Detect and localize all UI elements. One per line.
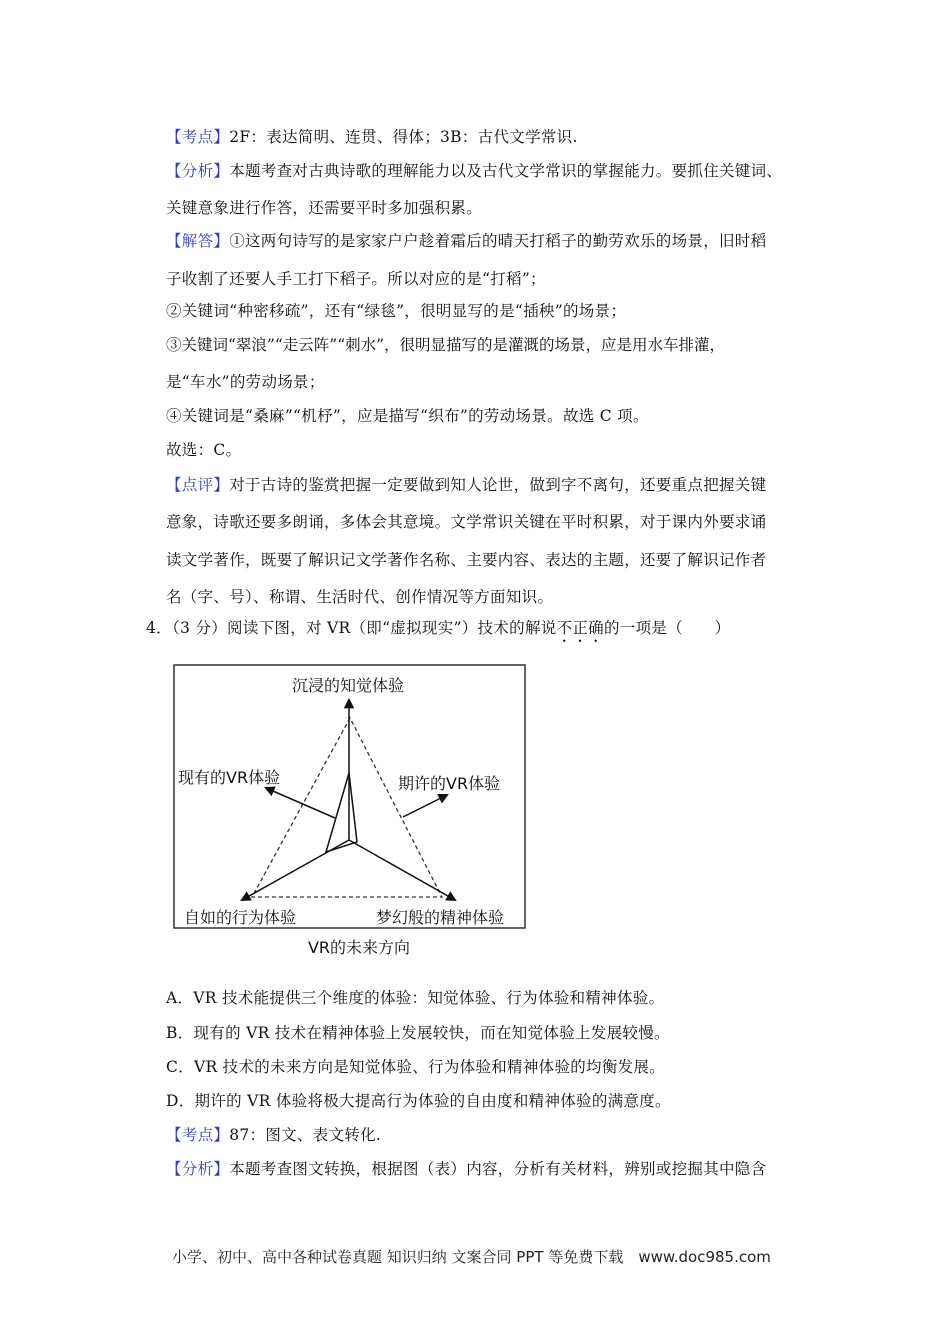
dianping-line-3: 读文学著作，既要了解识记文学著作名称、主要内容、表达的主题，还要了解识记作者 <box>166 551 767 569</box>
q4-kaodian-text: 87：图文、表文转化. <box>229 1126 382 1144</box>
fenxi-text: 本题考查对古典诗歌的理解能力以及古代文学常识的掌握能力。要抓住关键词、 <box>229 162 783 180</box>
fenxi-tag: 【分析】 <box>166 162 230 180</box>
option-d: D．期许的 VR 体验将极大提高行为体验的自由度和精神体验的满意度。 <box>166 1092 671 1110</box>
diagram-caption: VR的未来方向 <box>307 938 411 957</box>
jieda-text: ①这两句诗写的是家家户户趁着霜后的晴天打稻子的勤劳欢乐的场景，旧时稻 <box>229 232 767 250</box>
option-c: C．VR 技术的未来方向是知觉体验、行为体验和精神体验的均衡发展。 <box>166 1058 666 1076</box>
kaodian-tag: 【考点】 <box>166 128 230 146</box>
dianping-text: 对于古诗的鉴赏把握一定要做到知人论世，做到字不离句，还要重点把握关键 <box>229 476 767 494</box>
jieda-line-3: ②关键词“种密移疏”，还有“绿毯”，很明显写的是“插秧”的场景； <box>166 302 627 320</box>
stem-before: （3 分）阅读下图，对 VR（即“虚拟现实”）技术的解说 <box>171 619 557 637</box>
label-spirit: 梦幻般的精神体验 <box>376 908 505 927</box>
q4-fenxi-tag: 【分析】 <box>166 1160 230 1178</box>
jieda-line-7: 故选：C。 <box>166 441 242 459</box>
current-pointer <box>266 788 335 818</box>
label-behavior: 自如的行为体验 <box>184 908 297 927</box>
axis-spirit <box>349 840 455 900</box>
expected-pointer <box>403 795 447 817</box>
q4-fenxi-text: 本题考查图文转换，根据图（表）内容，分析有关材料，辨别或挖掘其中隐含 <box>229 1160 767 1178</box>
expected-triangle-dashed <box>252 718 442 897</box>
fenxi-line-2: 关键意象进行作答，还需要平时多加强积累。 <box>166 199 483 217</box>
label-current-vr: 现有的VR体验 <box>178 768 281 787</box>
dianping-tag: 【点评】 <box>166 476 230 494</box>
jieda-line-4: ③关键词“翠浪”“走云阵”“刺水”，很明显描写的是灌溉的场景，应是用水车排灌， <box>166 336 726 354</box>
q4-fenxi-line <box>166 1159 766 1179</box>
stem-after: 的一项是（ ） <box>603 619 731 637</box>
jieda-tag: 【解答】 <box>166 232 230 250</box>
jieda-line-2: 子收割了还要人手工打下稻子。所以对应的是“打稻”； <box>166 270 546 288</box>
label-perception: 沉浸的知觉体验 <box>291 676 405 695</box>
jieda-line-5: 是“车水”的劳动场景； <box>166 373 325 391</box>
q4-kaodian-tag: 【考点】 <box>166 1126 230 1144</box>
current-shape <box>326 773 357 852</box>
label-expected-vr: 期许的VR体验 <box>398 774 501 793</box>
dianping-line-2: 意象，诗歌还要多朗诵，多体会其意境。文学常识关键在平时积累，对于课内外要求诵 <box>166 513 767 531</box>
question-number: 4． <box>146 619 172 637</box>
kaodian-text: 2F：表达简明、连贯、得体；3B：古代文学常识. <box>229 128 578 146</box>
stem-emphasis: 不正确 <box>556 619 604 637</box>
q4-kaodian-line <box>166 1125 381 1145</box>
jieda-line-6: ④关键词是“桑麻”“机杼”，应是描写“织布”的劳动场景。故选 C 项。 <box>166 407 649 425</box>
dianping-line-4: 名（字、号）、称谓、生活时代、创作情况等方面知识。 <box>166 588 554 606</box>
option-a: A．VR 技术能提供三个维度的体验：知觉体验、行为体验和精神体验。 <box>166 989 665 1007</box>
option-b: B．现有的 VR 技术在精神体验上发展较快，而在知觉体验上发展较慢。 <box>166 1024 670 1042</box>
page-footer: 小学、初中、高中各种试卷真题 知识归纳 文案合同 PPT 等免费下载 www.doc985.com <box>172 1248 771 1266</box>
